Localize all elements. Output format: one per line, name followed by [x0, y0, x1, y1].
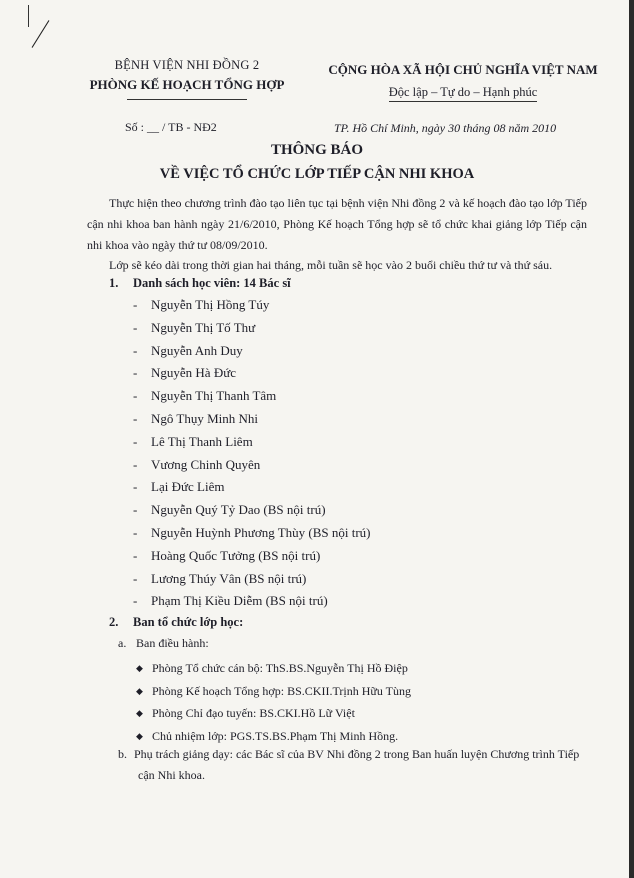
- list-bullet: -: [133, 365, 138, 381]
- section-number: 1.: [109, 276, 119, 290]
- list-item: [133, 294, 371, 317]
- student-name: Lại Đức Liêm: [151, 479, 225, 495]
- student-name: Nguyễn Anh Duy: [151, 342, 243, 358]
- subsection-letter: a.: [118, 636, 127, 650]
- board-member: Chủ nhiệm lớp: PGS.TS.BS.Phạm Thị Minh Hồng.: [152, 728, 399, 743]
- subsection-a: [118, 636, 209, 651]
- list-item: [133, 362, 371, 385]
- list-item: [133, 545, 371, 568]
- subsection-letter: b.: [118, 747, 127, 761]
- student-name: Vương Chinh Quyên: [151, 456, 261, 472]
- student-name: Nguyễn Hà Đức: [151, 365, 237, 381]
- list-item: [133, 431, 371, 454]
- national-block: [318, 62, 608, 102]
- place-date: TP. Hồ Chí Minh, ngày 30 tháng 08 năm 2010: [334, 121, 557, 135]
- subsection-label: Ban điều hành:: [136, 636, 209, 650]
- section-title: Danh sách học viên: 14 Bác sĩ: [133, 276, 291, 290]
- student-name: Lương Thúy Vân (BS nội trú): [151, 570, 307, 586]
- diamond-bullet-icon: ◆: [136, 685, 143, 696]
- list-item: [133, 476, 371, 499]
- list-item: [133, 454, 371, 477]
- list-bullet: -: [133, 570, 138, 586]
- list-bullet: -: [133, 479, 138, 495]
- board-member: Phòng Tổ chức cán bộ: ThS.BS.Nguyễn Thị Hồ Điệp: [152, 661, 408, 675]
- section-1-heading: [109, 276, 291, 291]
- document-title: THÔNG BÁO: [270, 142, 364, 158]
- student-name: Nguyễn Huỳnh Phương Thùy (BS nội trú): [151, 524, 371, 540]
- list-bullet: -: [133, 502, 138, 518]
- scan-edge: [629, 0, 634, 878]
- list-item: [136, 657, 411, 680]
- board-member: Phòng Kế hoạch Tổng hợp: BS.CKII.Trịnh Hữu Tùng: [152, 683, 411, 698]
- list-item: [133, 385, 371, 408]
- list-bullet: -: [133, 547, 138, 563]
- student-name: Hoàng Quốc Tưởng (BS nội trú): [151, 547, 321, 563]
- student-list: [133, 294, 371, 613]
- student-name: Nguyễn Quý Tỷ Dao (BS nội trú): [151, 502, 326, 518]
- list-bullet: -: [133, 319, 138, 335]
- student-name: Nguyễn Thị Thanh Tâm: [151, 388, 277, 404]
- subsection-text: Phụ trách giảng dạy: các Bác sĩ của BV Nhi đồng 2 trong Ban huấn luyện Chương trình Tiếp: [134, 747, 580, 761]
- list-bullet: -: [133, 410, 138, 426]
- student-name: Nguyễn Thị Tố Thư: [151, 319, 256, 335]
- subsection-b: [118, 744, 588, 786]
- scan-mark: [28, 5, 29, 27]
- department-name: PHÒNG KẾ HOẠCH TỔNG HỢP: [89, 77, 285, 92]
- list-item: [133, 522, 371, 545]
- list-item: [133, 408, 371, 431]
- list-bullet: -: [133, 433, 138, 449]
- national-title: CỘNG HÒA XÃ HỘI CHỦ NGHĨA VIỆT NAM: [328, 62, 598, 77]
- section-2-heading: [109, 615, 243, 630]
- subsection-text-continued: cận Nhi khoa.: [138, 768, 205, 782]
- document-number: Số : __ / TB - NĐ2: [125, 120, 217, 134]
- board-member: Phòng Chỉ đạo tuyến: BS.CKI.Hồ Lữ Việt: [152, 706, 355, 720]
- diamond-bullet-icon: ◆: [136, 708, 143, 718]
- national-motto: Độc lập – Tự do – Hạnh phúc: [389, 85, 538, 102]
- intro-paragraph: Thực hiện theo chương trình đào tạo liên tục tại bệnh viện Nhi đồng 2 và kế hoạch đào tạo lớp Tiếp cận nhi khoa ban hành ngày 21/6/2010, Phòng Kế hoạch Tổng hợp sẽ tổ chức khai giảng lớp Tiếp cận nhi khoa vào ngày thứ tư 08/09/2010.: [87, 196, 587, 252]
- list-bullet: -: [133, 524, 138, 540]
- duration-paragraph: Lớp sẽ kéo dài trong thời gian hai tháng, mỗi tuần sẽ học vào 2 buổi chiều thứ tư và thứ sáu.: [109, 258, 553, 272]
- list-bullet: -: [133, 297, 138, 312]
- issuer-block: [82, 58, 292, 100]
- list-item: [136, 680, 411, 703]
- document-subject: VỀ VIỆC TỔ CHỨC LỚP TIẾP CẬN NHI KHOA: [159, 166, 475, 182]
- list-item: [133, 340, 371, 363]
- list-item: [133, 590, 371, 613]
- list-item: [133, 499, 371, 522]
- student-name: Nguyễn Thị Hồng Túy: [151, 297, 270, 312]
- list-bullet: -: [133, 388, 138, 404]
- student-name: Lê Thị Thanh Liêm: [151, 433, 253, 449]
- diamond-bullet-icon: ◆: [136, 663, 143, 673]
- section-number: 2.: [109, 615, 119, 629]
- issuer-underline: [127, 99, 247, 100]
- list-bullet: -: [133, 342, 138, 358]
- hospital-name: BỆNH VIỆN NHI ĐỒNG 2: [114, 58, 260, 72]
- student-name: Ngô Thụy Minh Nhi: [151, 410, 259, 426]
- list-item: [136, 702, 411, 725]
- student-name: Phạm Thị Kiều Diễm (BS nội trú): [151, 593, 328, 609]
- diamond-bullet-icon: ◆: [136, 730, 143, 741]
- list-bullet: -: [133, 456, 138, 472]
- board-list: [136, 657, 411, 747]
- handwritten-slash-mark: [32, 20, 50, 48]
- list-item: [133, 317, 371, 340]
- list-item: [133, 568, 371, 591]
- list-bullet: -: [133, 593, 138, 609]
- section-title: Ban tổ chức lớp học:: [133, 615, 244, 629]
